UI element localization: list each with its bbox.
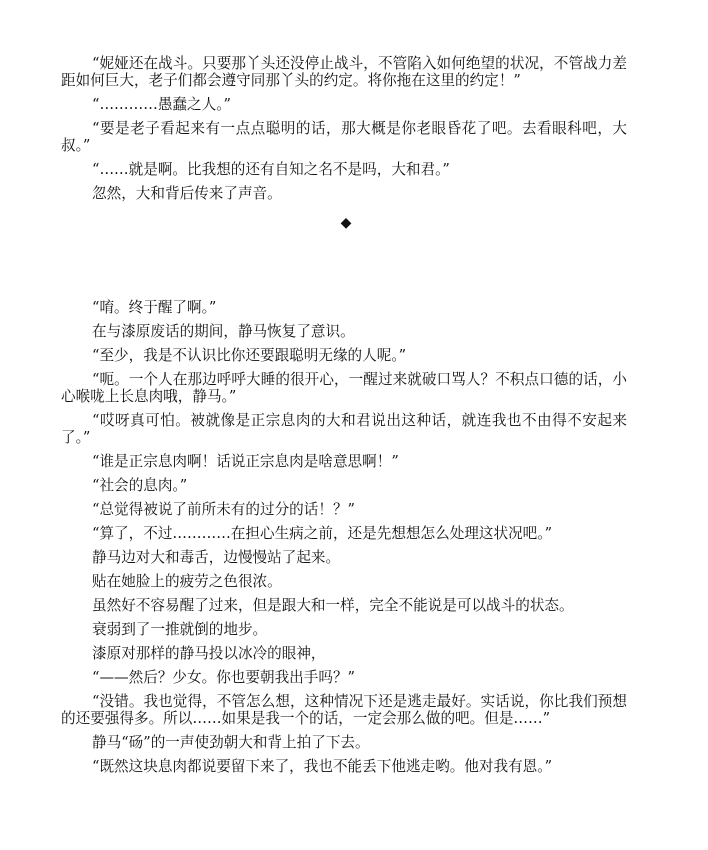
section-two	[61, 299, 627, 775]
paragraph: “算了，不过…………在担心生病之前，还是先想想怎么处理这状况吧。”	[92, 525, 553, 542]
paragraph: 漆原对那样的静马投以冰冷的眼神，	[92, 645, 326, 662]
paragraph: 静马“砀”的一声使劲朝大和背上拍了下去。	[92, 734, 370, 751]
diamond-separator-icon: ◆	[340, 215, 352, 231]
document-page	[61, 55, 627, 782]
paragraph: 在与漆原废话的期间，静马恢复了意识。	[92, 323, 355, 340]
paragraph: 静马边对大和毒舌，边慢慢站了起来。	[92, 549, 341, 566]
section-separator	[61, 209, 627, 299]
paragraph: “至少，我是不认识比你还要跟聪明无缘的人呢。”	[92, 347, 407, 364]
paragraph: “谁是正宗息肉啊！话说正宗息肉是啥意思啊！”	[92, 453, 399, 470]
paragraph: “要是老子看起来有一点点聪明的话，那大概是你老眼昏花了吧。去看眼科吧，大叔。”	[61, 120, 627, 154]
paragraph: “呃。一个人在那边呼呼大睡的很开心，一醒过来就破口骂人？不积点口德的话，小心喉咙上长息肉哦，静马。”	[61, 371, 627, 405]
paragraph: “妮娅还在战斗。只要那丫头还没停止战斗，不管陷入如何绝望的状况，不管战力差距如何巨大，老子们都会遵守同那丫头的约定。将你拖在这里的约定！”	[61, 55, 627, 89]
paragraph: “唷。终于醒了啊。”	[92, 299, 217, 316]
paragraph: “既然这块息肉都说要留下来了，我也不能丢下他逃走哟。他对我有恩。”	[92, 758, 553, 775]
paragraph: “——然后？少女。你也要朝我出手吗？”	[92, 669, 356, 686]
paragraph: “哎呀真可怕。被就像是正宗息肉的大和君说出这种话，就连我也不由得不安起来了。”	[61, 412, 627, 446]
paragraph: 虽然好不容易醒了过来，但是跟大和一样，完全不能说是可以战斗的状态。	[92, 597, 574, 614]
section-one	[61, 55, 627, 202]
paragraph: 衰弱到了一推就倒的地步。	[92, 621, 268, 638]
paragraph: 贴在她脸上的疲劳之色很浓。	[92, 573, 282, 590]
paragraph: 忽然，大和背后传来了声音。	[92, 185, 282, 202]
paragraph: “没错。我也觉得，不管怎么想，这种情况下还是逃走最好。实话说，你比我们预想的还要强得多。所以……如果是我一个的话，一定会那么做的吧。但是……”	[61, 693, 627, 727]
paragraph: “…………愚蠢之人。”	[92, 96, 231, 113]
paragraph: “社会的息肉。”	[92, 477, 188, 494]
paragraph: “……就是啊。比我想的还有自知之名不是吗，大和君。”	[92, 161, 450, 178]
paragraph: “总觉得被说了前所未有的过分的话！？”	[92, 501, 356, 518]
